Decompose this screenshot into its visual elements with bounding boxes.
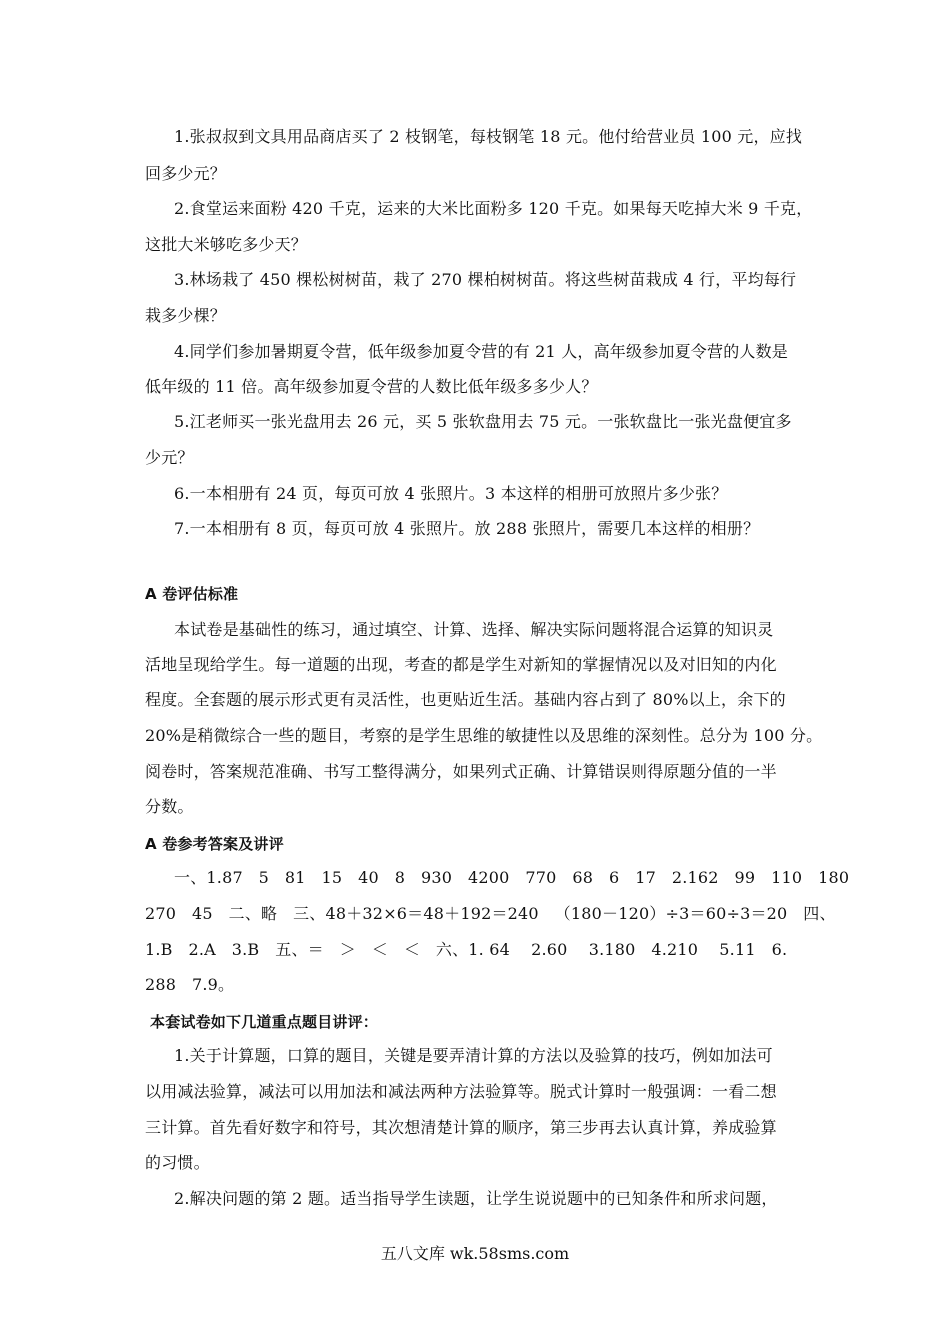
review-heading: 本套试卷如下几道重点题目讲评： [150,1013,379,1031]
answers-line: 270 45 二、略 三、48＋32×6＝48＋192＝240 （180－120）÷3＝60÷3＝20 四、 [145,904,836,923]
answers-line: 一、1.87 5 81 15 40 8 930 4200 770 68 6 17 2.162 99 110 180 [174,868,850,887]
question-4-line-2: 低年级的 11 倍。高年级参加夏令营的人数比低年级多多少人？ [145,377,598,396]
review-line: 的习惯。 [145,1153,210,1172]
question-7-line-1: 7.一本相册有 8 页，每页可放 4 张照片。放 288 张照片，需要几本这样的相册？ [174,519,760,538]
review-line: 以用减法验算，减法可以用加法和减法两种方法验算等。脱式计算时一般强调：一看二想 [145,1082,777,1101]
evaluation-line: 活地呈现给学生。每一道题的出现，考查的都是学生对新知的掌握情况以及对旧知的内化 [145,655,777,674]
question-3-line-1: 3.林场栽了 450 棵松树树苗，栽了 270 棵柏树树苗。将这些树苗栽成 4 行，平均每行 [174,270,797,289]
question-5-line-2: 少元？ [145,448,194,467]
question-2-line-1: 2.食堂运来面粉 420 千克，运来的大米比面粉多 120 千克。如果每天吃掉大米 9 千克， [174,199,813,218]
review-line: 1.关于计算题，口算的题目，关键是要弄清计算的方法以及验算的技巧，例如加法可 [174,1046,773,1065]
evaluation-heading: A 卷评估标准 [145,585,239,603]
question-1-line-2: 回多少元？ [145,164,227,183]
review-line: 2.解决问题的第 2 题。适当指导学生读题，让学生说说题中的已知条件和所求问题， [174,1189,778,1208]
review-line: 三计算。首先看好数字和符号，其次想清楚计算的顺序，第三步再去认真计算，养成验算 [145,1118,777,1137]
answers-heading: A 卷参考答案及讲评 [145,835,284,853]
answers-line: 288 7.9。 [145,975,235,994]
evaluation-line: 程度。全套题的展示形式更有灵活性，也更贴近生活。基础内容占到了 80%以上，余下的 [145,690,786,709]
evaluation-line: 分数。 [145,797,194,816]
evaluation-line: 阅卷时，答案规范准确、书写工整得满分，如果列式正确、计算错误则得原题分值的一半 [145,762,777,781]
answers-line: 1.B 2.A 3.B 五、＝ ＞ ＜ ＜ 六、1. 64 2.60 3.180 4.210 5.11 6. [145,940,788,959]
question-3-line-2: 栽多少棵？ [145,306,227,325]
question-6-line-1: 6.一本相册有 24 页，每页可放 4 张照片。3 本这样的相册可放照片多少张？ [174,484,728,503]
question-5-line-1: 5.江老师买一张光盘用去 26 元，买 5 张软盘用去 75 元。一张软盘比一张光盘便宜多 [174,412,792,431]
question-2-line-2: 这批大米够吃多少天？ [145,235,308,254]
page-footer: 五八文库 wk.58sms.com [380,1244,570,1263]
evaluation-line: 本试卷是基础性的练习，通过填空、计算、选择、解决实际问题将混合运算的知识灵 [174,620,774,639]
question-4-line-1: 4.同学们参加暑期夏令营，低年级参加夏令营的有 21 人，高年级参加夏令营的人数是 [174,342,788,361]
evaluation-line: 20%是稍微综合一些的题目，考察的是学生思维的敏捷性以及思维的深刻性。总分为 100 分。 [145,726,823,745]
question-1-line-1: 1.张叔叔到文具用品商店买了 2 枝钢笔，每枝钢笔 18 元。他付给营业员 100 元，应找 [174,127,803,146]
